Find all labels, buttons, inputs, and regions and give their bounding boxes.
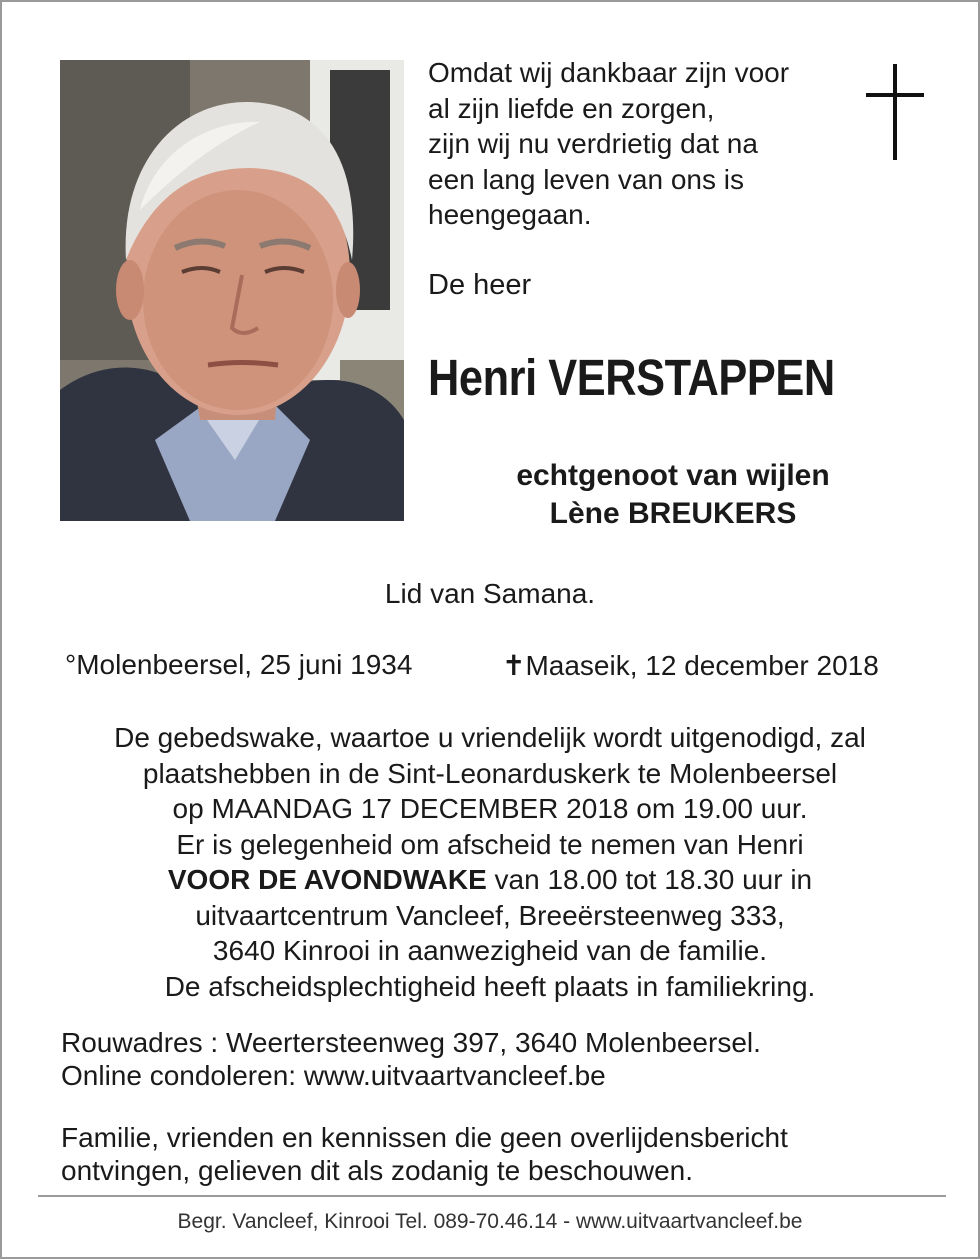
spouse-name: Lène BREUKERS [549,497,797,530]
membership: Lid van Samana. [384,578,596,609]
contact-info [61,1026,761,1092]
birth-date: °Molenbeersel, 25 juni 1934 [65,649,413,680]
spouse-line: echtgenoot van wijlen [516,459,830,492]
poem-line: al zijn liefde en zorgen, [428,92,715,124]
ceremony-line [2,862,978,898]
notice-line: Familie, vrienden en kennissen die geen overlijdensbericht [61,1122,788,1153]
death-date: ✝Maaseik, 12 december 2018 [502,650,879,681]
ceremony-line: uitvaartcentrum Vancleef, Breeërsteenweg 333, [195,899,785,931]
spouse-info [428,457,918,533]
ceremony-line: plaatshebben in de Sint-Leonarduskerk te Molenbeersel [142,757,838,789]
ceremony-line: 3640 Kinrooi in aanwezigheid van de familie. [212,935,768,966]
portrait-illustration [60,60,404,521]
poem-line: Omdat wij dankbaar zijn voor [428,57,790,88]
ceremony-details [2,720,978,1004]
cross-icon [866,64,924,165]
ceremony-text: van 18.00 tot 18.30 uur in [486,864,813,895]
divider [38,1195,946,1197]
emphasis-text: VOOR DE AVONDWAKE [167,864,487,895]
notice-line: ontvingen, gelieven dit als zodanig te beschouwen. [61,1155,693,1186]
opening-poem [428,55,858,233]
ceremony-line: De gebedswake, waartoe u vriendelijk wordt uitgenodigd, zal [114,722,866,753]
poem-line: zijn wij nu verdrietig dat na [428,128,758,159]
poem-line: een lang leven van ons is [428,163,744,195]
poem-line: heengegaan. [428,199,592,230]
portrait-photo [60,60,404,521]
online-condolence: Online condoleren: www.uitvaartvancleef.be [61,1060,606,1091]
mourning-address: Rouwadres : Weertersteenweg 397, 3640 Molenbeersel. [61,1027,761,1058]
deceased-name: Henri VERSTAPPEN [428,349,835,406]
ceremony-line: De afscheidsplechtigheid heeft plaats in familiekring. [164,970,816,1002]
funeral-home-footer: Begr. Vancleef, Kinrooi Tel. 089-70.46.14 - www.uitvaartvancleef.be [177,1210,803,1233]
ceremony-line: Er is gelegenheid om afscheid te nemen van Henri [176,828,804,860]
ceremony-line: op MAANDAG 17 DECEMBER 2018 om 19.00 uur. [172,793,808,824]
title-prefix: De heer [428,269,532,301]
notice [61,1121,788,1187]
